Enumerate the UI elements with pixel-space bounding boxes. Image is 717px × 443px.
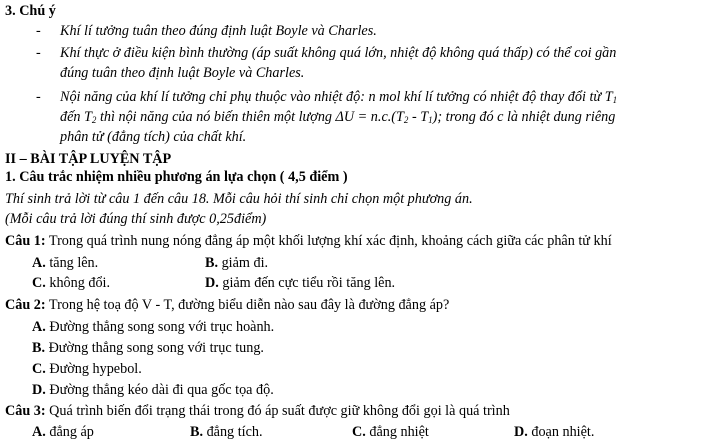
option-text: đoạn nhiệt.: [527, 424, 595, 440]
option-letter: A.: [32, 319, 46, 335]
note-internal-energy-line1: [60, 88, 617, 106]
question-1: [5, 232, 612, 250]
option-text: Đường thẳng song song với trục hoành.: [45, 319, 275, 335]
question-2-option-d[interactable]: [32, 381, 274, 399]
option-letter: B.: [205, 255, 219, 271]
question-3-option-a[interactable]: [32, 423, 94, 441]
question-3-option-d[interactable]: [514, 423, 594, 441]
note-text: - T: [408, 109, 429, 125]
multiple-choice-heading: 1. Câu trắc nhiệm nhiều phương án lựa chọn ( 4,5 điểm ): [5, 169, 348, 185]
question-1-option-d[interactable]: [205, 274, 395, 292]
question-label: Câu 1:: [5, 233, 46, 249]
question-2-option-b[interactable]: [32, 339, 264, 357]
option-letter: D.: [205, 275, 219, 291]
option-text: Đường thẳng song song với trục tung.: [45, 340, 264, 356]
question-1-option-c[interactable]: [32, 274, 110, 292]
note-text: đến T: [60, 109, 92, 125]
option-text: Đường hypebol.: [45, 361, 142, 377]
option-text: đẳng nhiệt: [365, 424, 429, 440]
option-letter: B.: [32, 340, 46, 356]
subscript: 2: [403, 115, 409, 125]
note-ideal-gas-laws: Khí lí tưởng tuân theo đúng định luật Boyle và Charles.: [60, 23, 377, 39]
question-2-option-c[interactable]: [32, 360, 142, 378]
bullet-dash: -: [36, 23, 41, 39]
option-letter: C.: [352, 424, 366, 440]
option-text: Đường thẳng kéo dài đi qua gốc tọa độ.: [45, 382, 274, 398]
bullet-dash: -: [36, 45, 41, 61]
note-text: thì nội năng của nó biến thiên một lượng ΔU = n.c.(T: [96, 109, 404, 125]
note-internal-energy-line2: [60, 108, 615, 126]
question-label: Câu 2:: [5, 297, 46, 313]
option-text: giảm đi.: [218, 255, 269, 271]
option-text: không đổi.: [45, 275, 111, 291]
note-real-gas-line1: Khí thực ở điều kiện bình thường (áp suất không quá lớn, nhiệt độ không quá thấp) có thể coi gần: [60, 45, 617, 61]
option-letter: C.: [32, 361, 46, 377]
note-real-gas-line2: đúng tuân theo định luật Boyle và Charles.: [60, 65, 305, 81]
question-3-option-c[interactable]: [352, 423, 429, 441]
part-2-heading: II – BÀI TẬP LUYỆN TẬP: [5, 151, 172, 167]
option-text: đẳng tích.: [203, 424, 263, 440]
option-letter: C.: [32, 275, 46, 291]
note-text: ); trong đó c là nhiệt dung riêng: [432, 109, 616, 125]
option-text: giảm đến cực tiểu rồi tăng lên.: [218, 275, 396, 291]
question-3: [5, 402, 510, 420]
note-internal-energy-line3: phân tử (đẳng tích) của chất khí.: [60, 129, 247, 145]
note-text: Nội năng của khí lí tưởng chỉ phụ thuộc vào nhiệt độ: n mol khí lí tưởng có nhiệt độ thay đổi từ T: [60, 89, 613, 105]
option-letter: A.: [32, 255, 46, 271]
question-1-option-a[interactable]: [32, 254, 98, 272]
option-letter: B.: [190, 424, 204, 440]
question-3-option-b[interactable]: [190, 423, 263, 441]
subscript: 1: [612, 95, 618, 105]
option-letter: D.: [514, 424, 528, 440]
subscript: 1: [428, 115, 433, 125]
instruction-line2: (Mỗi câu trả lời đúng thí sinh được 0,25điểm): [5, 211, 267, 227]
section-3-heading: 3. Chú ý: [5, 3, 56, 19]
question-text: Trong quá trình nung nóng đẳng áp một khối lượng khí xác định, khoảng cách giữa các phân tử khí: [45, 233, 612, 249]
question-2: [5, 296, 449, 314]
option-letter: A.: [32, 424, 46, 440]
question-2-option-a[interactable]: [32, 318, 274, 336]
option-letter: D.: [32, 382, 46, 398]
option-text: tăng lên.: [45, 255, 99, 271]
subscript: 2: [91, 115, 97, 125]
instruction-line1: Thí sinh trả lời từ câu 1 đến câu 18. Mỗi câu hỏi thí sinh chỉ chọn một phương án.: [5, 191, 473, 207]
question-text: Quá trình biến đổi trạng thái trong đó áp suất được giữ không đổi gọi là quá trình: [45, 403, 510, 419]
question-text: Trong hệ toạ độ V - T, đường biểu diễn nào sau đây là đường đẳng áp?: [45, 297, 450, 313]
option-text: đẳng áp: [45, 424, 94, 440]
question-1-option-b[interactable]: [205, 254, 268, 272]
question-label: Câu 3:: [5, 403, 46, 419]
bullet-dash: -: [36, 89, 41, 105]
